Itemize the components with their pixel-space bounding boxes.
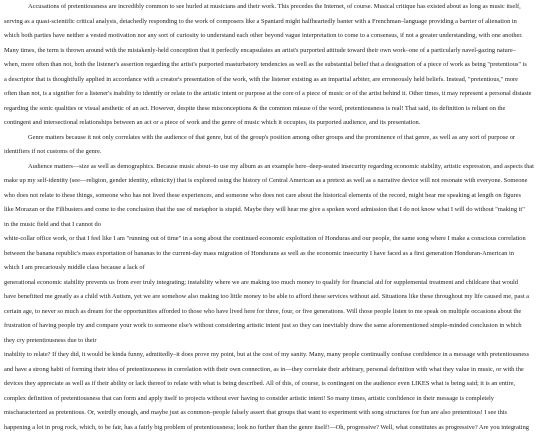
text-line: which I am precariously middle class because a lack of [4, 261, 552, 276]
text-line: serving as a quasi-scientific critical analysis, detachedly responding to the work of composers like a Spaniard might halfheartedly banter with a Frenchman–language providing a barrier of alienation in [4, 15, 552, 30]
text-line: often than not, is a signifier for a listener's inability to identify or relate to the artistic intent or purpose at the core of a piece of music or of the artist behind it. Other times, it may represent a personal distaste [4, 87, 552, 102]
text-line: when, more often than not, both the listener's assertion regarding the artist's purported masturbatory tendencies as well as the substantial belief that a designation of a piece of work as being "pretentious" is [4, 58, 552, 73]
text-line: between the banana republic's mass exportation of bananas to the current-day mass migration of Hondurans as well as the economic insecurity I have faced as a first generation Honduran-American in [4, 247, 552, 262]
text-line: regarding the sonic qualities or visual aesthetic of an act. However, despite these misconceptions & the common misuse of the word, pretentiousness is real! That said, its definition is reliant on the [4, 102, 552, 117]
text-line: and have a strong habit of forming their idea of pretentiousness in correlation with their own connection, as in—they correlate their arbitrary, personal definition with what they value in music, or with the [4, 363, 552, 378]
text-line: generational economic stability prevents us from ever truly integrating; instability where we are making too much money to qualify for financial aid for supplemental treatment and childcare that would [4, 276, 552, 291]
text-line: like Morazan or the Filibusters and come to the conclusion that the use of metaphor is stupid. Maybe they will hear me give a spoken word admission that I do not know what I will do without "making it" [4, 203, 552, 218]
text-line: have benefitted me greatly as a child with Autism, yet we are somehow also making too little money to be able to afford these services without aid. Situations like these throughout my life caused me, past a [4, 290, 552, 305]
text-line: Genre matters because it not only correlates with the audience of that genre, but of the group's position among other groups and the prominence of that genre, as well as any sort of purpose or [4, 131, 552, 146]
text-line: identifiers if not customs of the genre. [4, 145, 552, 160]
text-line: devices they appreciate as well as if their ability or lack thereof to relate with what is being described. All of this, of course, is contingent on the audience even LIKES what is being said; it is an entire, [4, 377, 552, 392]
paragraph-1 [4, 0, 552, 131]
text-line: a descriptor that is thoughtfully applied in accordance with a creator's presentation of the work, with the listener existing as an impartial arbiter, are erroneously held beliefs. Instead, "pretentious," more [4, 73, 552, 88]
text-line: contingent and intersectional relationships between an act or a piece of work and the genre of music which it occupies, its purported audience, and its presentation. [4, 116, 552, 131]
text-line: inability to relate? If they did, it would be kinda funny, admittedly–it does prove my point, but at the cost of my sanity. Many, many people continually confuse confidence in a message with pretentiousness [4, 348, 552, 363]
text-line: they cry pretentiousness due to their [4, 334, 552, 349]
text-line: white-collar office work, or that I feel like I am "running out of time" in a song about the continued economic exploitation of Honduras and our people, the same song where I make a conscious correlation [4, 232, 552, 247]
text-line: happening a lot in prog rock, which, to be fair, has a fairly big problem of pretentiousness; look no further than the genre itself!—Oh, progressive? Well, what constitutes as progressive? Are you integrating [4, 421, 552, 435]
text-line: in the music field and that I cannot do [4, 218, 552, 233]
text-line: Many times, the term is thrown around with the mistakenly-held conception that it perfectly encapsulates an artist's purported attitude toward their own work–one of a particularly navel-gazing nature– [4, 44, 552, 59]
text-line: mischaracterized as pretentious. Or, weirdly enough, and maybe just as common–people falsely assert that groups that want to experiment with song structures for fun are also pretentious! I see this [4, 406, 552, 421]
paragraph-2 [4, 131, 552, 160]
text-line: certain age, to never so much as dream for the opportunities afforded to those who have lived here for three, four, or five generations. Will those people listen to me speak on multiple occasions about the [4, 305, 552, 320]
text-line: frustration of having people try and compare your work to someone else's without considering artistic intent just so they can inevitably draw the same aforementioned simple-minded conclusion in which [4, 319, 552, 334]
text-line: complex definition of pretentiousness that can form and apply itself to projects without ever having to consider artistic intent! So many times, artistic confidence in their message is completely [4, 392, 552, 407]
text-line: which both parties have neither a vested motivation nor any sort of curiosity to understand each other beyond vague interpretation to come to a consensus, if not a greater understanding, with one another. [4, 29, 552, 44]
essay-body [4, 0, 552, 435]
paragraph-3 [4, 160, 552, 435]
text-line: Audience matters—size as well as demographics. Because music about–to use my album as an example here–deep-seated insecurity regarding economic stability, artistic expression, and aspects that [4, 160, 552, 175]
text-line: make up my self-identity (see—religion, gender identity, ethnicity) that is explored using the history of Central American as a pretext as well as a narrative device will not resonate with everyone. Someone [4, 174, 552, 189]
text-line: Accusations of pretentiousness are incredibly common to see hurled at musicians and their work. This precedes the Internet, of course. Musical critique has existed about as long as music itself, [4, 0, 552, 15]
text-line: who does not relate to these things, someone who has not lived these experiences, and someone who does not care about the historical elements of the record, might hear me speaking at length on figures [4, 189, 552, 204]
